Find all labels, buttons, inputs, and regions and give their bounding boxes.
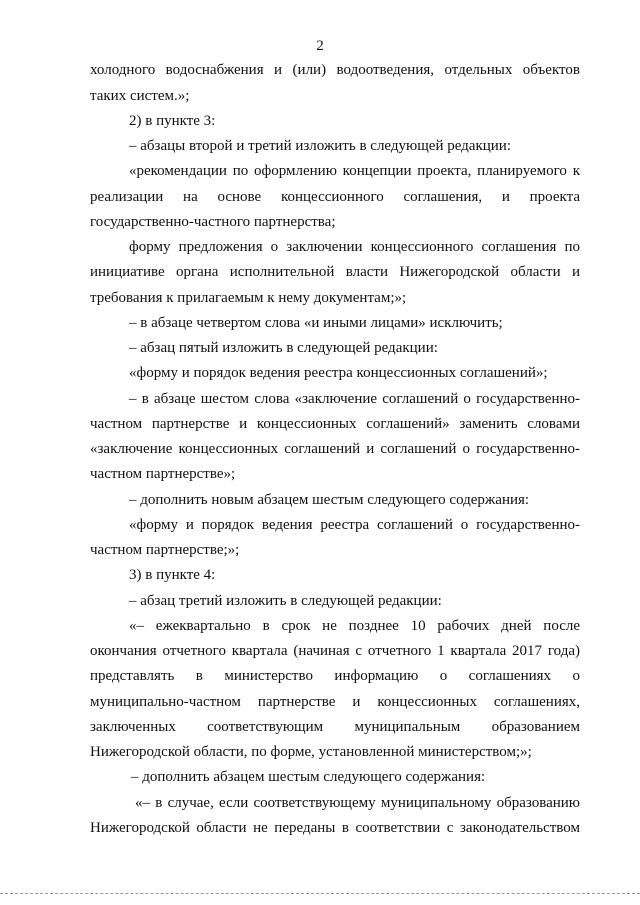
text-line: «рекомендации по оформлению концепции проекта, планируемого к	[129, 163, 580, 179]
scan-edge-divider	[0, 893, 640, 894]
text-line: – абзац третий изложить в следующей редакции:	[129, 593, 442, 609]
text-line: «– в случае, если соответствующему муниципальному образованию	[135, 795, 580, 811]
text-line: – абзац пятый изложить в следующей редакции:	[129, 340, 438, 356]
text-line: представлять в министерство информацию о соглашениях о	[90, 668, 580, 684]
text-line: – дополнить абзацем шестым следующего содержания:	[131, 769, 486, 785]
text-line: 2) в пункте 3:	[129, 113, 216, 129]
text-line: государственно-частного партнерства;	[90, 214, 336, 230]
text-line: – дополнить новым абзацем шестым следующего содержания:	[129, 492, 530, 508]
text-line: частном партнерстве и концессионных соглашений» заменить словами	[90, 416, 580, 432]
text-line: – абзацы второй и третий изложить в следующей редакции:	[129, 138, 512, 154]
text-line: «– ежеквартально в срок не позднее 10 рабочих дней после	[129, 618, 580, 634]
text-line: заключенных соответствующим муниципальным образованием	[90, 719, 580, 735]
text-line: частном партнерстве;»;	[90, 542, 240, 558]
text-line: «заключение концессионных соглашений и соглашений о государственно-	[90, 441, 580, 457]
text-line: – в абзаце четвертом слова «и иными лицами» исключить;	[129, 315, 503, 331]
text-line: частном партнерстве»;	[90, 466, 236, 482]
text-line: инициативе органа исполнительной власти Нижегородской области и	[90, 264, 580, 280]
page-number: 2	[316, 38, 324, 54]
text-line: муниципально-частном партнерстве и концессионных соглашениях,	[90, 694, 580, 710]
text-line: требования к прилагаемым к нему документам;»;	[90, 290, 407, 306]
text-line: окончания отчетного квартала (начиная с отчетного 1 квартала 2017 года)	[90, 643, 580, 659]
text-line: холодного водоснабжения и (или) водоотведения, отдельных объектов	[90, 62, 580, 78]
text-line: Нижегородской области, по форме, установленной министерством;»;	[90, 744, 532, 760]
text-line: «форму и порядок ведения реестра концессионных соглашений»;	[129, 365, 548, 381]
text-line: 3) в пункте 4:	[129, 567, 216, 583]
text-line: реализации на основе концессионного соглашения, и проекта	[90, 189, 580, 205]
text-line: – в абзаце шестом слова «заключение соглашений о государственно-	[129, 391, 580, 407]
text-line: форму предложения о заключении концессионного соглашения по	[129, 239, 580, 255]
text-line: «форму и порядок ведения реестра соглашений о государственно-	[129, 517, 580, 533]
text-line: таких систем.»;	[90, 88, 190, 104]
text-line: Нижегородской области не переданы в соответствии с законодательством	[90, 820, 580, 836]
